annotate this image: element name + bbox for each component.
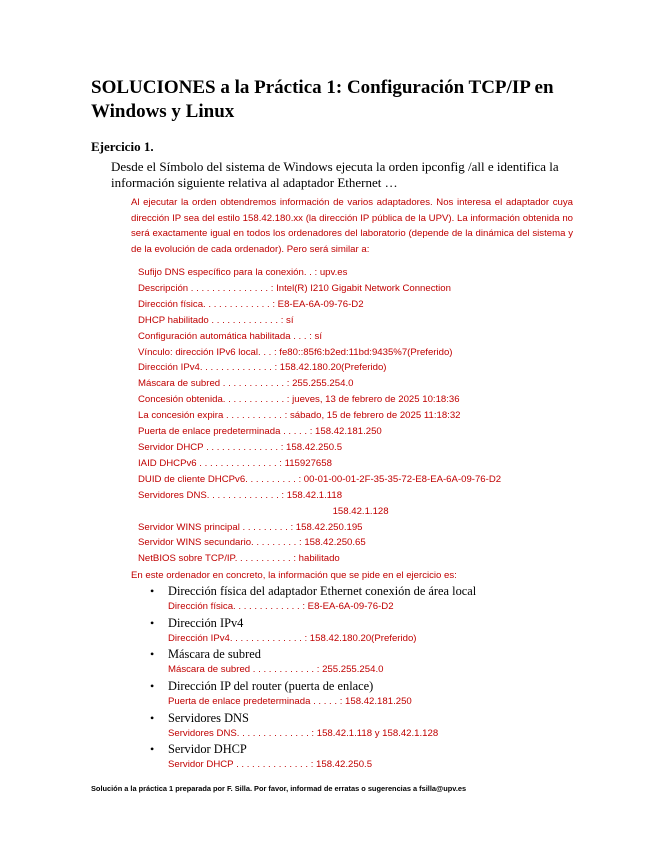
- ipconfig-output: [138, 265, 588, 567]
- bullet-icon: •: [150, 584, 155, 598]
- ipconfig-line: DUID de cliente DHCPv6. . . . . . . . . . : 00-01-00-01-2F-35-35-72-E8-EA-6A-09-76-D2: [138, 473, 502, 485]
- ipconfig-line: Servidor WINS principal . . . . . . . . . : 158.42.250.195: [138, 521, 363, 533]
- summary-item-value: Dirección IPv4. . . . . . . . . . . . . . : 158.42.180.20(Preferido): [168, 632, 417, 644]
- summary-item: [150, 616, 580, 648]
- ipconfig-line: IAID DHCPv6 . . . . . . . . . . . . . . . : 115927658: [138, 457, 332, 469]
- ipconfig-line: La concesión expira . . . . . . . . . . . : sábado, 15 de febrero de 2025 11:18:32: [138, 410, 461, 422]
- ipconfig-line: Máscara de subred . . . . . . . . . . . . : 255.255.254.0: [138, 378, 354, 390]
- ipconfig-line: Servidor DHCP . . . . . . . . . . . . . . : 158.42.250.5: [138, 441, 343, 453]
- ipconfig-line: Concesión obtenida. . . . . . . . . . . . : jueves, 13 de febrero de 2025 10:18:36: [138, 394, 460, 406]
- ipconfig-line: Dirección física. . . . . . . . . . . . . : E8-EA-6A-09-76-D2: [138, 298, 364, 310]
- ipconfig-line: Servidor WINS secundario. . . . . . . . . : 158.42.250.65: [138, 537, 366, 549]
- summary-item-label: Dirección IPv4: [168, 615, 244, 630]
- summary-item: [150, 679, 580, 711]
- ipconfig-line: Configuración automática habilitada . . . : sí: [138, 330, 322, 342]
- summary-item-label: Dirección física del adaptador Ethernet conexión de área local: [168, 584, 477, 598]
- summary-item-value: Servidor DHCP . . . . . . . . . . . . . . : 158.42.250.5: [168, 759, 373, 771]
- summary-item: [150, 711, 580, 743]
- ipconfig-line: NetBIOS sobre TCP/IP. . . . . . . . . . . : habilitado: [138, 553, 340, 565]
- summary-item-label: Máscara de subred: [168, 647, 261, 662]
- ipconfig-line: Vínculo: dirección IPv6 local. . . : fe80::85f6:b2ed:11bd:9435%7(Preferido): [138, 346, 453, 358]
- summary-item: [150, 647, 580, 679]
- page-title: SOLUCIONES a la Práctica 1: Configuración TCP/IP en Windows y Linux: [91, 77, 554, 122]
- summary-item: [150, 742, 580, 774]
- summary-list: [150, 584, 580, 774]
- answer-intro: Al ejecutar la orden obtendremos información de varios adaptadores. Nos interesa el adaptador cuya dirección IP sea del estilo 158.42.180.xx (la dirección IP pública de la UPV). La información obtenida no será exactamente igual en todos los ordenadores del laboratorio (depende de la dinámica del sistema y de la evolución de cada ordenador). Pero será similar a:: [131, 197, 573, 255]
- page-footer: Solución a la práctica 1 preparada por F. Silla. Por favor, informad de erratas o sugerencias a fsilla@upv.es: [91, 784, 467, 793]
- ipconfig-line: Sufijo DNS específico para la conexión. . : upv.es: [138, 267, 348, 278]
- summary-item-label: Servidor DHCP: [168, 742, 247, 757]
- ipconfig-line: 158.42.1.128: [138, 505, 389, 517]
- summary-item-label: Servidores DNS: [168, 710, 249, 725]
- bullet-icon: •: [150, 710, 155, 725]
- summary-item-value: Dirección física. . . . . . . . . . . . . : E8-EA-6A-09-76-D2: [168, 601, 394, 612]
- bullet-icon: •: [150, 615, 155, 630]
- ipconfig-line: Puerta de enlace predeterminada . . . . . : 158.42.181.250: [138, 426, 382, 438]
- ipconfig-line: Dirección IPv4. . . . . . . . . . . . . . : 158.42.180.20(Preferido): [138, 362, 387, 374]
- summary-item-label: Dirección IP del router (puerta de enlace): [168, 679, 374, 694]
- exercise-heading: Ejercicio 1.: [91, 139, 154, 154]
- summary-item-value: Puerta de enlace predeterminada . . . . . : 158.42.181.250: [168, 696, 412, 708]
- summary-item-value: Máscara de subred . . . . . . . . . . . . : 255.255.254.0: [168, 664, 384, 676]
- ipconfig-line: DHCP habilitado . . . . . . . . . . . . . : sí: [138, 314, 294, 326]
- bullet-icon: •: [150, 742, 155, 757]
- summary-intro: En este ordenador en concreto, la información que se pide en el ejercicio es:: [131, 570, 457, 581]
- exercise-statement: Desde el Símbolo del sistema de Windows ejecuta la orden ipconfig /all e identifica la información siguiente relativa al adaptador Ethernet …: [111, 159, 559, 190]
- bullet-icon: •: [150, 647, 155, 662]
- summary-item: [150, 584, 580, 616]
- ipconfig-line: Servidores DNS. . . . . . . . . . . . . . : 158.42.1.118: [138, 489, 343, 501]
- bullet-icon: •: [150, 679, 155, 694]
- ipconfig-line: Descripción . . . . . . . . . . . . . . . : Intel(R) I210 Gigabit Network Connection: [138, 282, 451, 294]
- summary-item-value: Servidores DNS. . . . . . . . . . . . . . : 158.42.1.118 y 158.42.1.128: [168, 727, 439, 739]
